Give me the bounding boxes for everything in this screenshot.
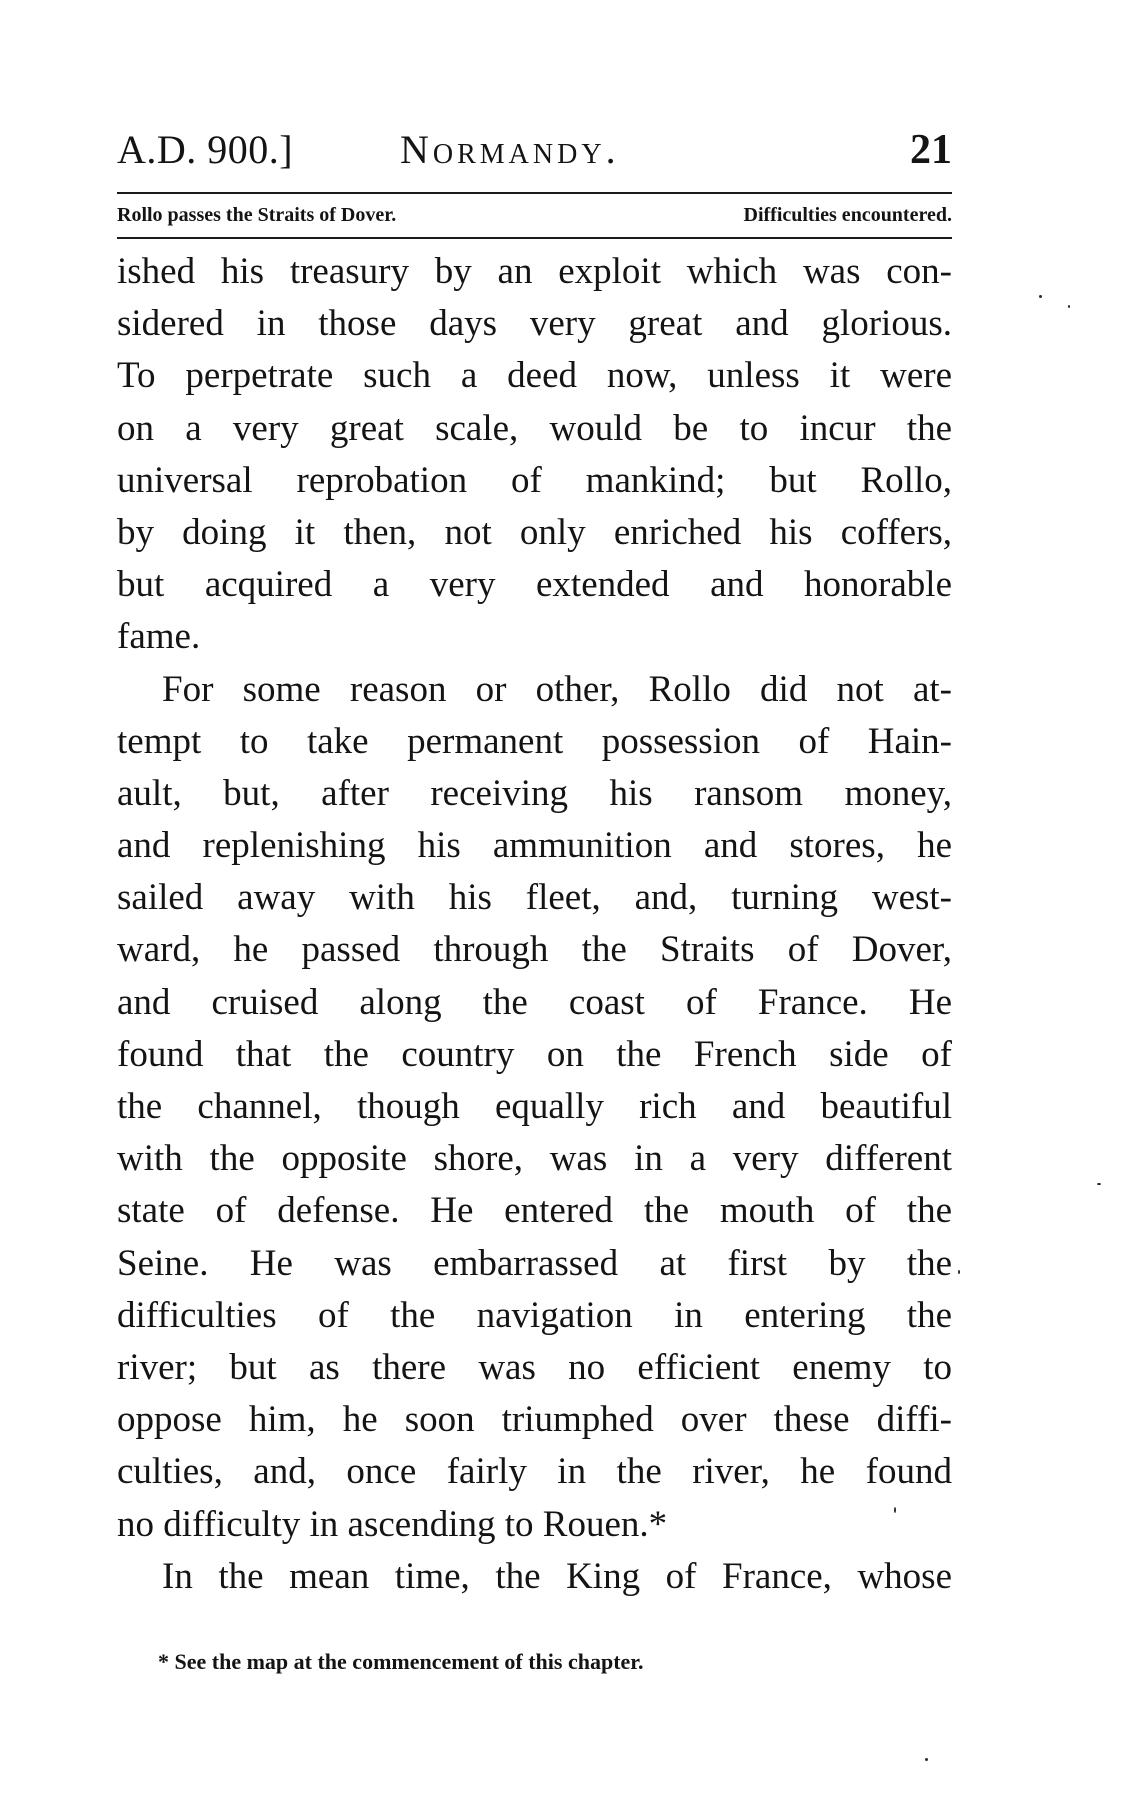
- subheader-right: Difficulties encountered.: [743, 204, 952, 226]
- text-line: universal reprobation of mankind; but Rollo,: [117, 459, 952, 501]
- text-line: To perpetrate such a deed now, unless it were: [117, 355, 952, 397]
- text-line: ished his treasury by an exploit which was con-: [117, 251, 952, 292]
- body-text: [117, 246, 952, 1603]
- text-line: ault, but, after receiving his ransom money,: [117, 772, 952, 814]
- text-line: culties, and, once fairly in the river, he found: [117, 1451, 952, 1493]
- text-line: by doing it then, not only enriched his coffers,: [117, 511, 952, 553]
- paragraph-3: [117, 1551, 952, 1603]
- text-line: sidered in those days very great and glorious.: [117, 303, 952, 345]
- footnote: * See the map at the commencement of this chapter.: [158, 1649, 644, 1674]
- text-line: the channel, though equally rich and beautiful: [117, 1086, 952, 1127]
- ink-speck: [1068, 305, 1070, 308]
- text-line: oppose him, he soon triumphed over these diffi-: [117, 1399, 952, 1441]
- ink-speck: [1039, 295, 1042, 298]
- text-line: difficulties of the navigation in entering the: [117, 1294, 952, 1336]
- text-line: and replenishing his ammunition and stores, he: [117, 825, 952, 867]
- header-rule-top: [117, 192, 952, 194]
- ink-speck: [925, 1758, 928, 1761]
- ink-speck: [1097, 1183, 1101, 1185]
- text-line: state of defense. He entered the mouth of the: [117, 1190, 952, 1232]
- page-number: 21: [910, 127, 952, 173]
- ink-speck: [894, 1507, 896, 1513]
- text-line: Seine. He was embarrassed at first by the: [117, 1242, 952, 1284]
- subheader: [117, 197, 952, 233]
- text-line: river; but as there was no efficient enemy to: [117, 1346, 952, 1388]
- paragraph-1: [117, 246, 952, 664]
- paragraph-2: [117, 664, 952, 1551]
- ink-speck: [958, 1270, 960, 1274]
- text-line: ward, he passed through the Straits of Dover,: [117, 929, 952, 971]
- text-line: no difficulty in ascending to Rouen.*: [117, 1503, 668, 1545]
- text-line: tempt to take permanent possession of Hain-: [117, 720, 952, 762]
- header-title: Normandy.: [400, 127, 620, 172]
- text-line: sailed away with his fleet, and, turning west-: [117, 877, 952, 919]
- header-rule-bottom: [117, 237, 952, 239]
- text-line: on a very great scale, would be to incur the: [117, 407, 952, 449]
- header-date: A.D. 900.]: [117, 127, 294, 172]
- text-line: and cruised along the coast of France. He: [117, 981, 952, 1023]
- text-line: found that the country on the French side of: [117, 1033, 952, 1075]
- subheader-left: Rollo passes the Straits of Dover.: [117, 204, 397, 226]
- running-head: [117, 122, 952, 178]
- text-line: In the mean time, the King of France, whose: [162, 1555, 952, 1597]
- text-line: with the opposite shore, was in a very different: [117, 1138, 952, 1180]
- text-line: but acquired a very extended and honorable: [117, 564, 952, 606]
- text-line: fame.: [117, 616, 201, 658]
- text-line: For some reason or other, Rollo did not at-: [162, 668, 952, 710]
